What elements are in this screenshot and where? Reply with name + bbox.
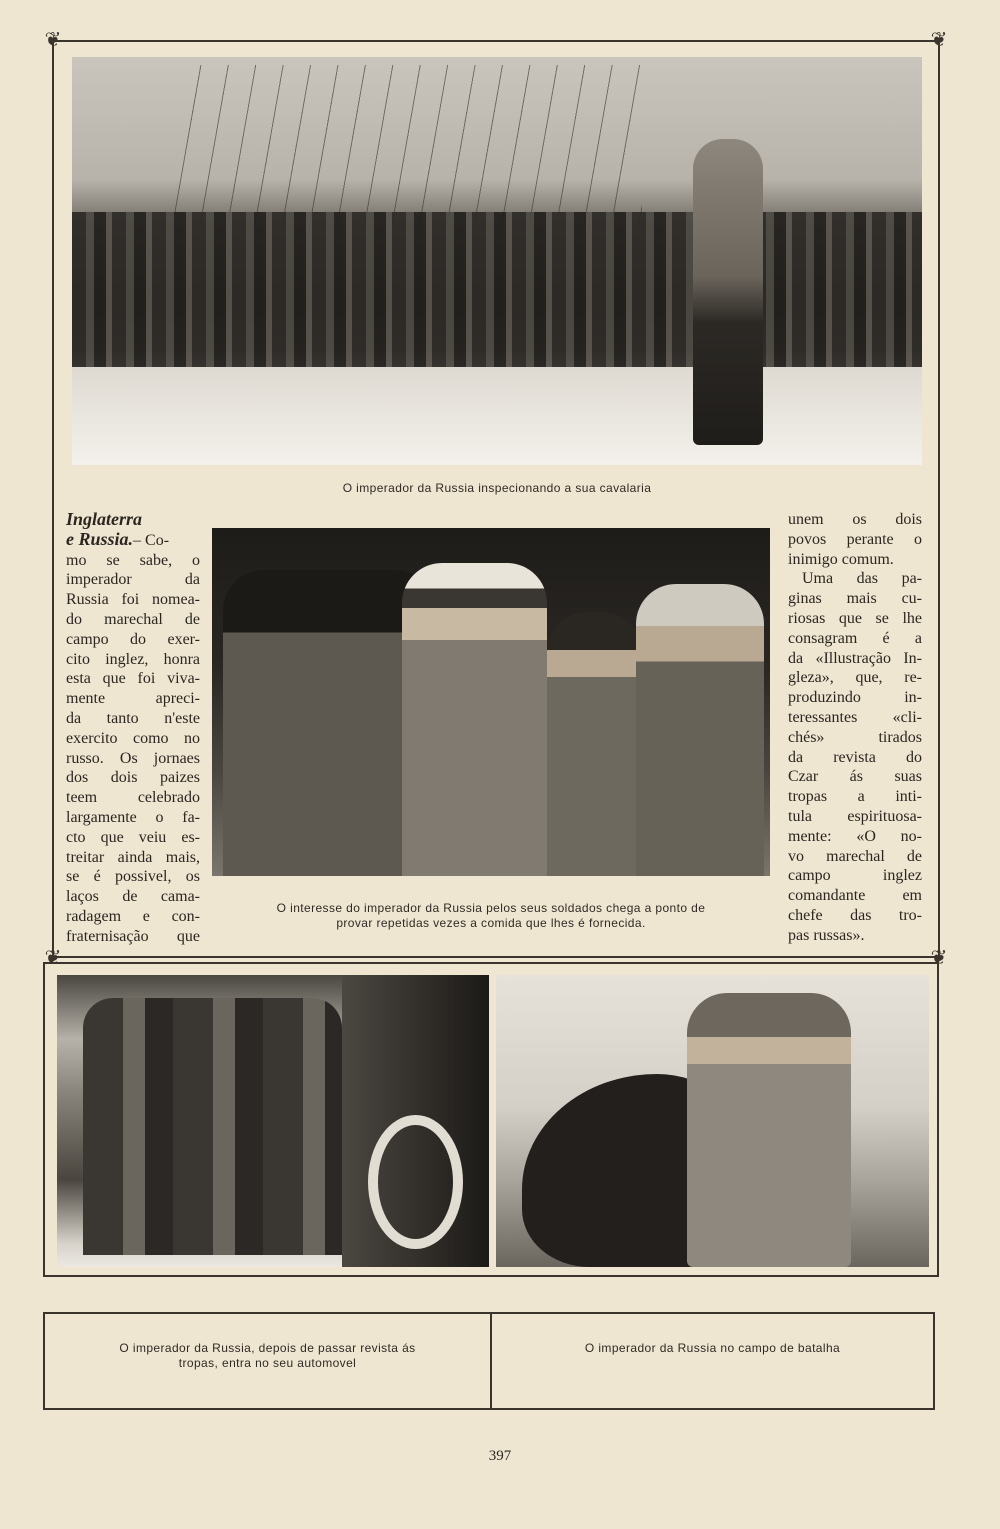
officers-group [83, 998, 342, 1255]
photo-cavalry-inspection [72, 57, 922, 465]
officer-figure [547, 612, 642, 876]
text-line: laços de cama- [66, 888, 200, 906]
caption-line: provar repetidas vezes a comida que lhes é fornecida. [336, 916, 646, 930]
text-line: ginas mais cu- [788, 590, 922, 608]
article-left-column [66, 510, 200, 947]
text-line: teem celebrado [66, 789, 200, 807]
lances [174, 65, 642, 228]
text-line: se é possivel, os [66, 868, 200, 886]
text-line: chefe das tro- [788, 906, 922, 924]
text-line: unem os dois [788, 511, 922, 528]
text-line: da tanto n'este [66, 709, 200, 727]
caption-line: tropas, entra no seu automovel [178, 1356, 357, 1370]
car-wheel [368, 1115, 463, 1249]
caption-battlefield: O imperador da Russia no campo de batalha [584, 1341, 841, 1355]
page-number: 397 [488, 1448, 512, 1464]
text-line: mente apreci- [66, 690, 200, 708]
text-line: radagem e con- [66, 907, 200, 925]
text-line: Russia foi nomea- [66, 591, 200, 609]
text-line: fraternisação que [66, 927, 200, 945]
photo-emperor-soldiers [212, 528, 770, 876]
text-line: largamente o fa- [66, 808, 200, 826]
text-line: teressantes «cli- [788, 708, 922, 726]
text-line: tula espirituosa- [788, 807, 922, 825]
text-line: mente: «O no- [788, 827, 922, 845]
officer-figure [636, 584, 764, 876]
snow-ground [72, 367, 922, 465]
text-line: pas russas». [788, 926, 865, 944]
ornament-icon: ❦ [44, 29, 62, 51]
caption-box-battlefield [490, 1312, 935, 1410]
text-line: vo marechal de [788, 847, 922, 865]
article-heading-line2: e Russia.– Co- [66, 528, 170, 549]
text-line: russo. Os jornaes [66, 749, 200, 767]
article-right-column [788, 510, 922, 946]
caption-automobile [43, 1341, 492, 1371]
text-line: gleza», que, re- [788, 669, 922, 687]
emperor-rider [687, 993, 852, 1267]
emperor-on-horse [693, 139, 763, 445]
text-line: povos perante o [788, 530, 922, 548]
text-line: treitar ainda mais, [66, 848, 200, 866]
text-line: Uma das pa- [802, 570, 922, 588]
caption-soldiers [212, 901, 770, 931]
text-line: mo se sabe, o [66, 551, 200, 569]
text-line: dos dois paizes [66, 769, 200, 787]
cavalry-line [72, 212, 922, 383]
text-line: exercito como no [66, 729, 200, 747]
text-line: esta que foi viva- [66, 670, 200, 688]
text-line: campo do exer- [66, 630, 200, 648]
caption-line: O imperador da Russia, depois de passar revista ás [119, 1341, 416, 1355]
ornament-icon: ❦ [930, 29, 948, 51]
ornament-icon: ❦ [44, 947, 62, 969]
article-heading: Inglaterra [66, 509, 143, 529]
text-line: comandante em [788, 887, 922, 905]
text-line: da «Illustração In- [788, 649, 922, 667]
text-line: tropas a inti- [788, 788, 922, 806]
text-line: chés» tirados [788, 728, 922, 746]
text-line: riosas que se lhe [788, 609, 922, 627]
ornament-icon: ❦ [930, 947, 948, 969]
caption-cavalry: O imperador da Russia inspecionando a sua cavalaria [342, 481, 652, 495]
text-line: do marechal de [66, 610, 200, 628]
caption-line: O interesse do imperador da Russia pelos seus soldados chega a ponto de [276, 901, 706, 915]
text-line: cito inglez, honra [66, 650, 200, 668]
photo-emperor-automobile [57, 975, 489, 1267]
text-line: cto que veiu es- [66, 828, 200, 846]
photo-emperor-battlefield [496, 975, 929, 1267]
text-line: inimigo comum. [788, 550, 894, 568]
text-line: consagram é a [788, 629, 922, 647]
text-line: da revista do [788, 748, 922, 766]
text-line: produzindo in- [788, 689, 922, 707]
emperor-figure [402, 563, 547, 876]
text-line: Czar ás suas [788, 768, 922, 786]
text-line: campo inglez [788, 867, 922, 885]
text-line: imperador da [66, 571, 200, 589]
